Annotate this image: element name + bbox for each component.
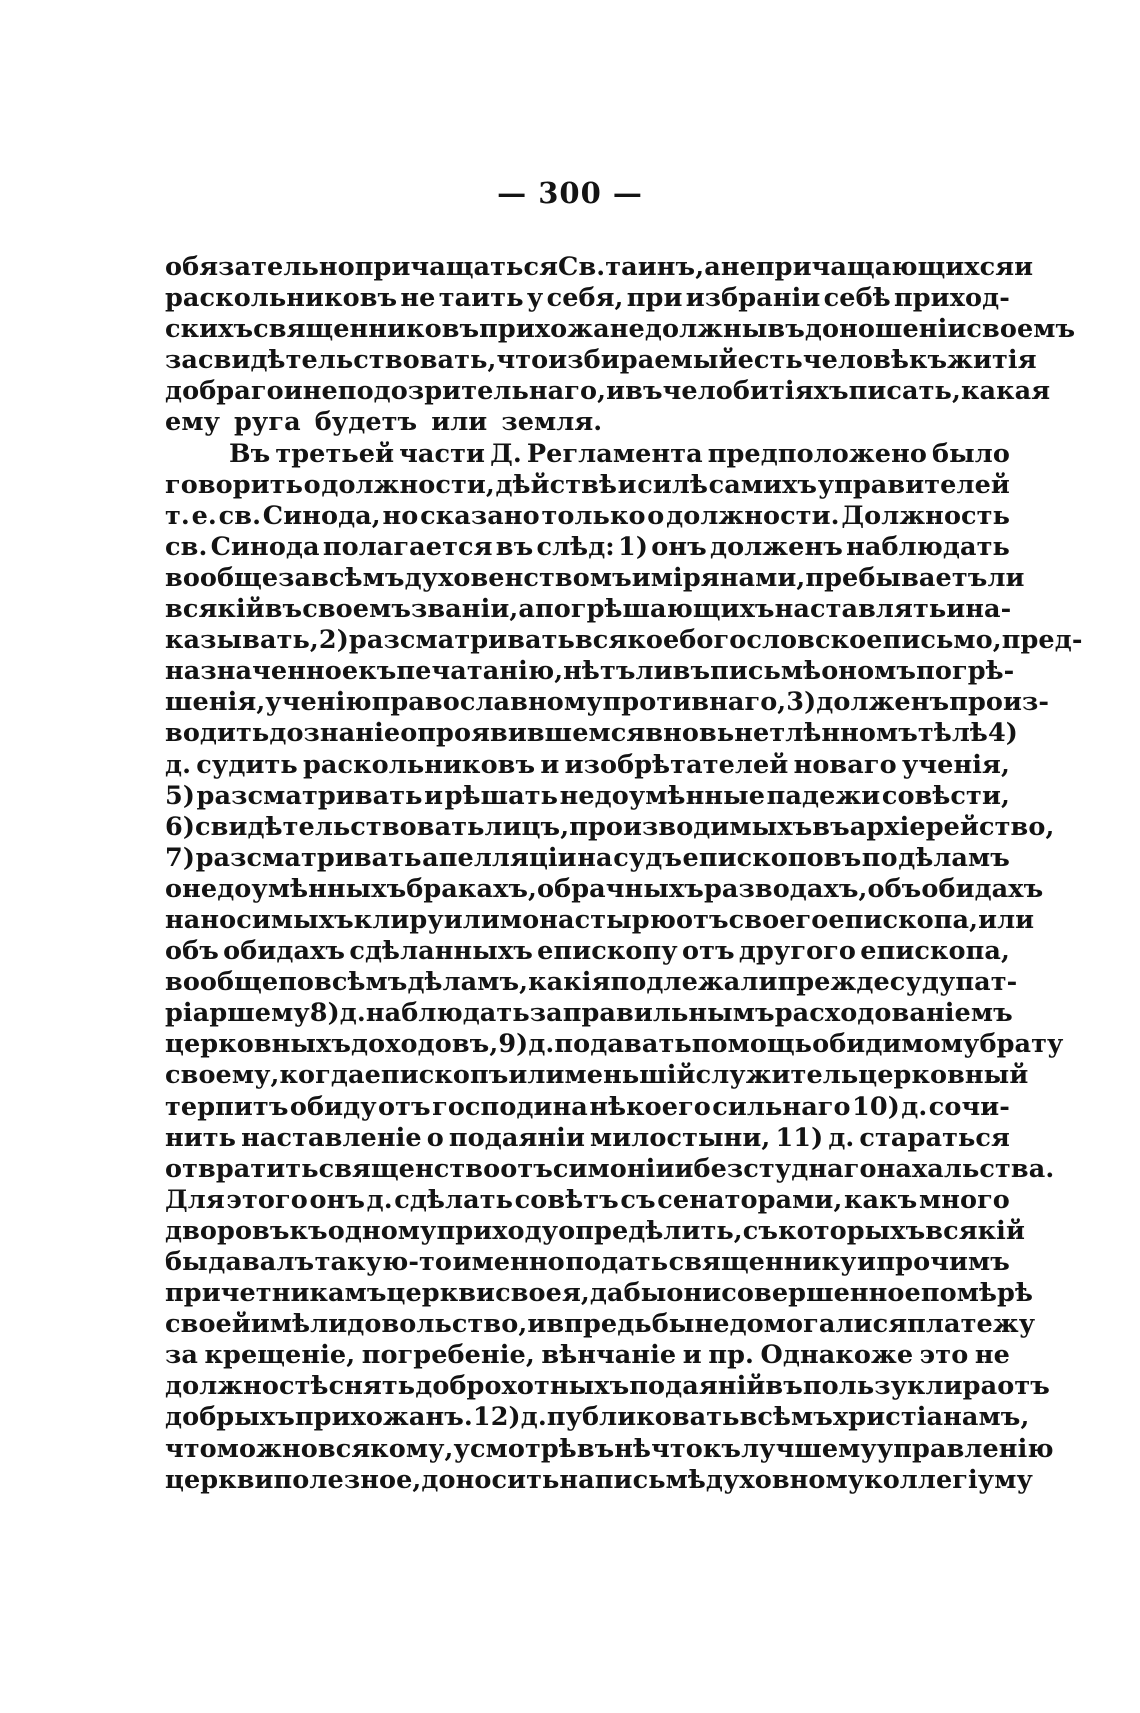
text-line: скихъ священниковъ прихожане должны въ доношеніи своемъ — [165, 314, 1076, 345]
text-line: церковныхъ доходовъ, 9) д. подавать помощь обидимому брату — [165, 1029, 1064, 1060]
text-line: водить дознаніе о проявившемся вновь нетлѣнномъ тѣлѣ 4) — [165, 718, 1018, 749]
text-line: т. е. св. Синода, но сказано только о должности. Должность — [165, 500, 1010, 531]
text-line: своей имѣли довольство, и впредь бы не домогалися платежу — [165, 1309, 1036, 1340]
body-text — [165, 252, 1083, 1496]
text-line: церкви полезное, доносить на письмѣ духовному коллегіуму — [165, 1464, 1033, 1495]
text-line: 6) свидѣтельствовать лицъ, производимыхъ въ архіерейство, — [165, 811, 1055, 842]
text-line: причетникамъ церкви своея, дабы они совершенное по мѣрѣ — [165, 1278, 1033, 1309]
text-line: своему, когда епископъ или меньшій служитель церковный — [165, 1060, 1029, 1091]
text-line: 7) разсматривать апелляціи на судъ епископовъ по дѣламъ — [165, 842, 1010, 873]
text-line: всякій въ своемъ званіи, а погрѣшающихъ наставлять и на- — [165, 594, 1012, 625]
text-line: бы давалъ такую-то именно подать священнику и прочимъ — [165, 1247, 1010, 1277]
text-line: говорить о должности, дѣйствѣ и силѣ самихъ управителей — [165, 469, 1010, 500]
text-line: раскольниковъ не таить у себя, при избраніи себѣ приход- — [165, 283, 1010, 314]
text-line: за крещеніе, погребеніе, вѣнчаніе и пр. Однакоже это не — [165, 1340, 1010, 1371]
text-line: вообще за всѣмъ духовенствомъ и мірянами, пребываетъ ли — [165, 562, 1025, 593]
text-line: объ обидахъ сдѣланныхъ епископу отъ другого епископа, — [165, 936, 1010, 967]
text-line: что можно всякому, усмотрѣвъ нѣчто къ лучшему управленію — [165, 1433, 1054, 1464]
text-line: дворовъ къ одному приходу опредѣлить, съ которыхъ всякій — [165, 1215, 1025, 1246]
text-line: Въ третьей части Д. Регламента предположено было — [229, 438, 1010, 469]
text-line: добрыхъ прихожанъ. 12) д. публиковать всѣмъ христіанамъ, — [165, 1402, 1030, 1433]
text-line: терпитъ обиду отъ господина нѣкоего сильнаго 10) д. сочи- — [165, 1091, 1010, 1122]
text-line: нить наставленіе о подаяніи милостыни, 11) д. стараться — [165, 1122, 1010, 1153]
text-line: наносимыхъ клиру или монастырю отъ своего епископа, или — [165, 904, 1035, 935]
text-line: засвидѣтельствовать, что избираемый есть человѣкъ житія — [165, 345, 1037, 376]
text-line: обязательно причащаться Св. таинъ, а не причащающихся и — [165, 252, 1034, 282]
text-line: казывать, 2) разсматривать всякое богословское письмо, пред- — [165, 625, 1083, 656]
text-line: ріаршему 8) д. наблюдать за правильнымъ расходованіемъ — [165, 998, 1013, 1029]
text-line: св. Синода полагается въ слѣд: 1) онъ долженъ наблюдать — [165, 531, 1010, 562]
text-line: назначенное къ печатанію, нѣтъ ли въ письмѣ ономъ погрѣ- — [165, 656, 1015, 687]
text-line: должно стѣснять доброхотныхъ подаяній въ пользу клира отъ — [165, 1371, 1050, 1402]
text-line: отвратить священство отъ симоніи и безстуднаго нахальства. — [165, 1153, 1055, 1184]
page-number: — 300 — — [497, 176, 643, 210]
text-line: о недоумѣнныхъ бракахъ, о брачныхъ разводахъ, объ обидахъ — [165, 873, 1044, 904]
text-line: 5) разсматривать и рѣшать недоумѣнные падежи совѣсти, — [165, 780, 1010, 811]
text-line: д. судить раскольниковъ и изобрѣтателей новаго ученія, — [165, 749, 1010, 780]
text-line: вообще по всѣмъ дѣламъ, какія подлежали прежде суду пат- — [165, 967, 1018, 998]
text-line: Для этого онъ д. сдѣлать совѣтъ съ сенаторами, какъ много — [165, 1184, 1010, 1215]
text-line: добраго и неподозрительнаго, и въ челобитіяхъ писать, какая — [165, 376, 1051, 407]
text-line: ему руга будетъ или земля. — [165, 407, 603, 438]
text-line: шенія, ученію православному противнаго, 3) долженъ произ- — [165, 687, 1050, 718]
